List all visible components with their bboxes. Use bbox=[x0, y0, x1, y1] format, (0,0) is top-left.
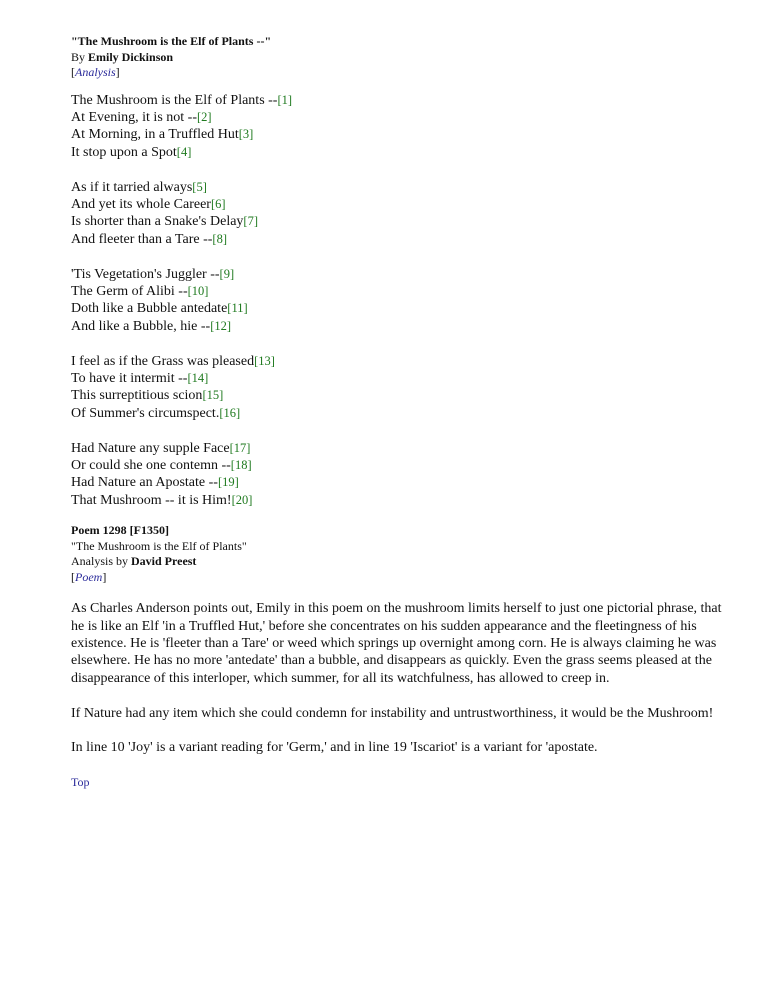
footnote-link[interactable]: [20] bbox=[231, 492, 253, 507]
footnote-link[interactable]: [9] bbox=[219, 266, 235, 281]
poem-line-text: It stop upon a Spot bbox=[71, 144, 177, 160]
footnote-link[interactable]: [1] bbox=[277, 92, 293, 107]
poem-line bbox=[71, 231, 731, 248]
footnote-link[interactable]: [16] bbox=[219, 405, 241, 420]
footnote-link[interactable]: [13] bbox=[254, 353, 275, 368]
by-prefix: By bbox=[71, 49, 89, 64]
poem-line bbox=[71, 474, 731, 491]
stanza bbox=[71, 92, 731, 162]
poem-line-text: The Mushroom is the Elf of Plants -- bbox=[71, 92, 278, 108]
poem-line-text: I feel as if the Grass was pleased bbox=[71, 353, 255, 369]
analysis-header bbox=[71, 523, 731, 585]
bracket-close: ] bbox=[115, 65, 120, 79]
footnote-link[interactable]: [7] bbox=[243, 214, 258, 229]
bracket-open: [ bbox=[71, 65, 75, 79]
poem-line bbox=[71, 144, 731, 161]
poem-link[interactable]: Poem bbox=[75, 569, 103, 584]
poem-line-text: Is shorter than a Snake's Delay bbox=[71, 214, 244, 230]
footnote-link[interactable]: [6] bbox=[210, 196, 226, 211]
poem-line bbox=[71, 213, 731, 230]
poem-line-text: That Mushroom -- it is Him! bbox=[71, 492, 232, 508]
poem-line bbox=[71, 387, 731, 404]
poem-line bbox=[71, 266, 731, 283]
poem-line-text: At Morning, in a Truffled Hut bbox=[71, 127, 239, 143]
top-link[interactable]: Top bbox=[71, 774, 90, 789]
poem-line-text: Had Nature any supple Face bbox=[71, 440, 230, 456]
poem-title: "The Mushroom is the Elf of Plants --" bbox=[71, 34, 272, 48]
stanza bbox=[71, 179, 731, 249]
poem-body bbox=[71, 92, 731, 510]
poem-line bbox=[71, 370, 731, 387]
poem-header bbox=[71, 34, 731, 81]
poem-line bbox=[71, 196, 731, 213]
poem-line-text: The Germ of Alibi -- bbox=[71, 283, 188, 299]
poem-line bbox=[71, 457, 731, 474]
poem-line bbox=[71, 283, 731, 300]
poem-number: Poem 1298 [F1350] bbox=[71, 523, 169, 538]
poem-line bbox=[71, 492, 731, 509]
footnote-link[interactable]: [15] bbox=[202, 388, 224, 403]
analysis-by-prefix: Analysis by bbox=[71, 554, 131, 569]
poem-line bbox=[71, 440, 731, 457]
footnote-link[interactable]: [14] bbox=[187, 370, 209, 385]
poem-line-text: 'Tis Vegetation's Juggler -- bbox=[71, 266, 220, 282]
poem-link-wrapper bbox=[71, 570, 731, 586]
poem-line-text: This surreptitious scion bbox=[71, 388, 203, 404]
poem-line bbox=[71, 179, 731, 196]
footnote-link[interactable]: [12] bbox=[210, 318, 232, 333]
analysis-poem-title: "The Mushroom is the Elf of Plants" bbox=[71, 538, 247, 553]
poem-line-text: Or could she one contemn -- bbox=[71, 457, 231, 473]
analysis-link[interactable]: Analysis bbox=[75, 65, 116, 79]
stanza bbox=[71, 266, 731, 336]
footnote-link[interactable]: [2] bbox=[197, 109, 212, 124]
footnote-link[interactable]: [8] bbox=[212, 231, 227, 246]
author-name: Emily Dickinson bbox=[88, 49, 174, 64]
poem-line-text: And fleeter than a Tare -- bbox=[71, 231, 213, 247]
stanza bbox=[71, 353, 731, 423]
footnote-link[interactable]: [11] bbox=[227, 301, 248, 316]
analyst-name: David Preest bbox=[131, 554, 197, 569]
poem-line bbox=[71, 318, 731, 335]
footnote-link[interactable]: [18] bbox=[230, 457, 252, 472]
footnote-link[interactable]: [17] bbox=[229, 440, 251, 455]
footnote-link[interactable]: [5] bbox=[192, 179, 207, 194]
analysis-text bbox=[71, 600, 731, 757]
footnote-link[interactable]: [4] bbox=[176, 144, 192, 159]
poem-line bbox=[71, 126, 731, 143]
poem-line-text: Had Nature an Apostate -- bbox=[71, 475, 218, 491]
analysis-link-wrapper bbox=[71, 65, 731, 81]
byline bbox=[71, 50, 173, 64]
stanza bbox=[71, 440, 731, 510]
poem-bracket-open: [ bbox=[71, 569, 75, 584]
poem-line bbox=[71, 405, 731, 422]
poem-line-text: Doth like a Bubble antedate bbox=[71, 301, 228, 317]
poem-line-text: At Evening, it is not -- bbox=[71, 109, 197, 125]
poem-line-text: To have it intermit -- bbox=[71, 370, 188, 386]
analysis-paragraph: In line 10 'Joy' is a variant reading for 'Germ,' and in line 19 'Iscariot' is a variant for 'apostate. bbox=[71, 740, 598, 756]
poem-line-text: Of Summer's circumspect. bbox=[71, 405, 220, 421]
poem-line bbox=[71, 92, 731, 109]
poem-line-text: As if it tarried always bbox=[71, 179, 193, 195]
footnote-link[interactable]: [3] bbox=[238, 127, 254, 142]
footnote-link[interactable]: [10] bbox=[187, 283, 209, 298]
poem-line bbox=[71, 353, 731, 370]
poem-line-text: And like a Bubble, hie -- bbox=[71, 318, 211, 334]
document-page bbox=[71, 34, 731, 790]
analysis-paragraph: If Nature had any item which she could condemn for instability and untrustworthiness, it would be the Mushroom! bbox=[71, 705, 714, 721]
poem-line bbox=[71, 109, 731, 126]
footnote-link[interactable]: [19] bbox=[217, 475, 239, 490]
analysis-paragraph: As Charles Anderson points out, Emily in this poem on the mushroom limits herself to just one pictorial phrase, that he is like an Elf 'in a Truffled Hut,' before she concentrates on his sudden appearance and the fleetingness of his existence. He is 'fleeter than a Tare' or weed which springs up overnight among corn. He is always claiming he was elsewhere. He has no more 'antedate' than a bubble, and disappears as quickly. Even the grass seems pleased at the disappearance of this interloper, which summer, for all its watchfulness, has allowed to creep in. bbox=[71, 601, 722, 686]
analysis-byline bbox=[71, 554, 731, 570]
poem-line-text: And yet its whole Career bbox=[71, 196, 211, 212]
poem-bracket-close: ] bbox=[102, 569, 107, 584]
poem-line bbox=[71, 300, 731, 317]
